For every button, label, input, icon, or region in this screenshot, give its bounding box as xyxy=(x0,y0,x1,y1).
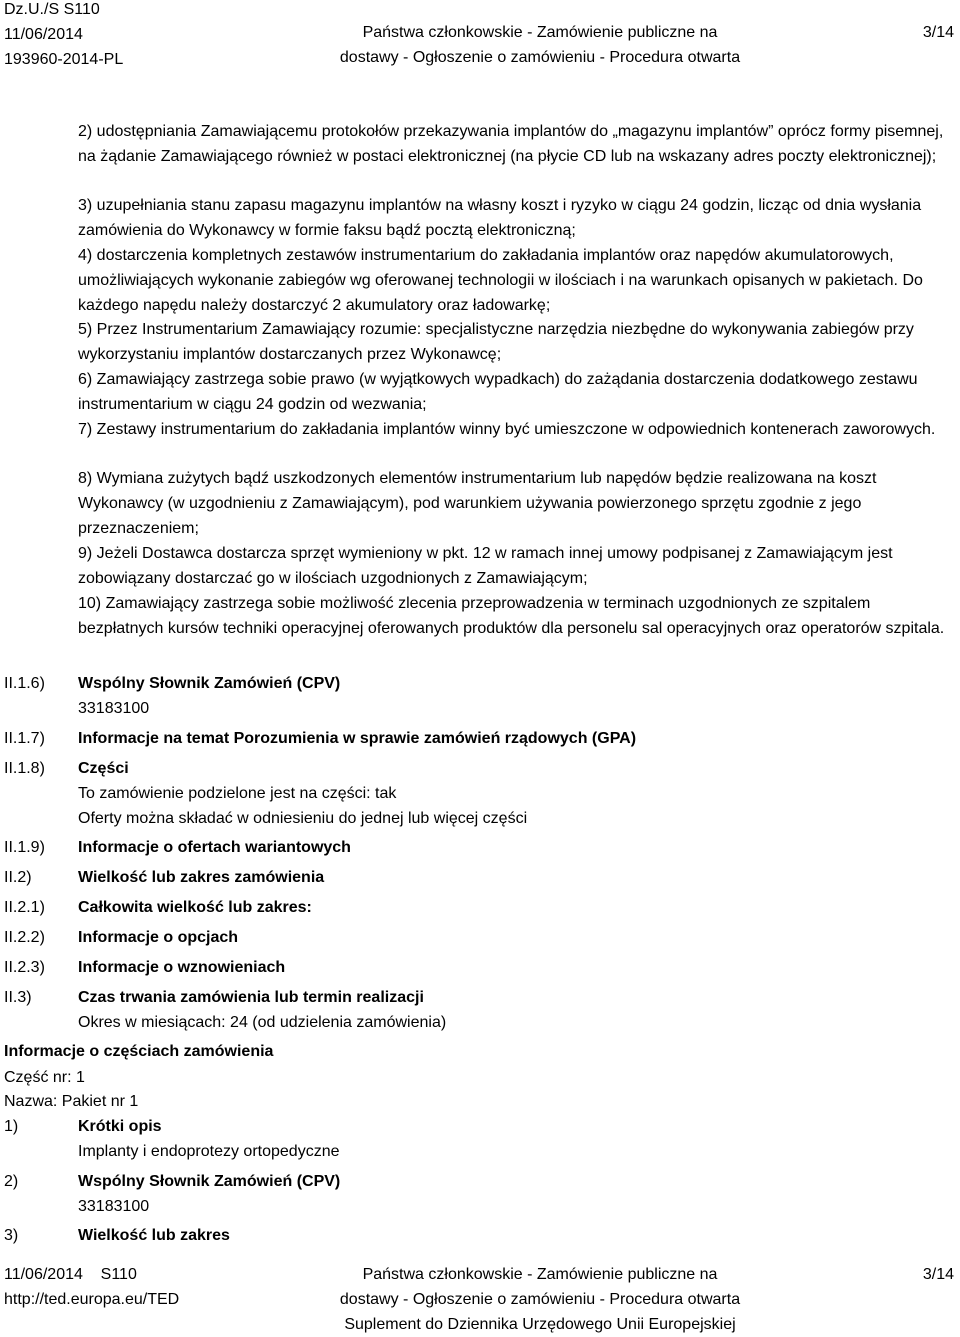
section-parts xyxy=(78,757,958,831)
section-variants xyxy=(78,836,958,861)
lot-item-number: 1) xyxy=(4,1118,19,1135)
section-title: Wielkość lub zakres zamówienia xyxy=(78,869,325,886)
section-line: 33183100 xyxy=(78,699,150,717)
lot-item-number: 3) xyxy=(4,1227,19,1244)
body-paragraph-6: 6) Zamawiający zastrzega sobie prawo (w wyjątkowych wypadkach) do zażądania dostarczenia dodatkowego zestawu instrumentarium w ciągu 24 godzin od wezwania; xyxy=(78,371,918,413)
section-number: II.1.9) xyxy=(4,839,45,856)
section-duration xyxy=(78,986,958,1036)
header-title-line-1: Państwa członkowskie - Zamówienie publiczne na xyxy=(362,24,718,41)
footer-title-line-2: dostawy - Ogłoszenie o zamówieniu - Procedura otwarta xyxy=(339,1290,741,1308)
section-line: Oferty można składać w odniesieniu do jednej lub więcej części xyxy=(78,809,528,827)
page-footer xyxy=(0,1263,960,1334)
footer-left xyxy=(4,1263,179,1313)
lots-heading: Informacje o częściach zamówienia xyxy=(4,1043,274,1060)
lot-item-line: 33183100 xyxy=(78,1197,150,1215)
section-cpv xyxy=(78,672,958,722)
section-title: Całkowita wielkość lub zakres: xyxy=(78,899,312,916)
body-paragraph-7: 7) Zestawy instrumentarium do zakładania implantów winny być umieszczone w odpowiednich kontenerach zaworowych. xyxy=(78,421,936,438)
section-scope xyxy=(78,866,958,891)
header-title-line-2: dostawy - Ogłoszenie o zamówieniu - Procedura otwarta xyxy=(339,48,741,66)
section-number: II.2.3) xyxy=(4,959,45,976)
body-paragraph-3: 3) uzupełniania stanu zapasu magazynu implantów na własny koszt i ryzyko w ciągu 24 godzin, licząc od dnia wysłania zamówienia do Wykonawcy w formie faksu bądź pocztą elektroniczną; xyxy=(78,197,922,239)
journal-ref: Dz.U./S S110 xyxy=(4,1,100,18)
footer-title-line-3: Suplement do Dziennika Urzędowego Unii Europejskiej xyxy=(344,1315,736,1333)
lot-short-description xyxy=(78,1115,958,1165)
section-line: Okres w miesiącach: 24 (od udzielenia zamówienia) xyxy=(78,1013,447,1031)
header-date: 11/06/2014 xyxy=(4,25,83,43)
section-title: Informacje o opcjach xyxy=(78,929,239,946)
footer-center xyxy=(310,1263,770,1337)
lot-item-title: Krótki opis xyxy=(78,1118,162,1135)
section-title: Informacje o wznowieniach xyxy=(78,959,286,976)
footer-date-issue: 11/06/2014 S110 xyxy=(4,1266,137,1283)
section-title: Informacje na temat Porozumienia w sprawie zamówień rządowych (GPA) xyxy=(78,730,637,747)
body-paragraph-2: 2) udostępniania Zamawiającemu protokołów przekazywania implantów do „magazynu implantów” oprócz formy pisemnej, na żądanie Zamawiającego również w postaci elektronicznej (na płycie CD lub na wskazany adres poczty elektronicznej); xyxy=(78,123,944,165)
lot-scope xyxy=(78,1224,958,1249)
section-number: II.2.2) xyxy=(4,929,45,946)
lot-item-title: Wspólny Słownik Zamówień (CPV) xyxy=(78,1173,341,1190)
lot-item-title: Wielkość lub zakres xyxy=(78,1227,230,1244)
footer-page-number: 3/14 xyxy=(922,1266,954,1283)
section-total-scope xyxy=(78,896,958,921)
section-number: II.2.1) xyxy=(4,899,45,916)
section-number: II.2) xyxy=(4,869,32,886)
section-number: II.1.7) xyxy=(4,730,45,747)
section-title: Informacje o ofertach wariantowych xyxy=(78,839,351,856)
lot-name: Nazwa: Pakiet nr 1 xyxy=(4,1093,139,1110)
section-number: II.1.6) xyxy=(4,675,45,692)
header-page-number: 3/14 xyxy=(922,24,954,41)
section-renewals xyxy=(78,956,958,981)
body-paragraph-9: 9) Jeżeli Dostawca dostarcza sprzęt wymieniony w pkt. 12 w ramach innej umowy podpisanej z Zamawiającym jest zobowiązany dostarczać go w ilościach uzgodnionych z Zamawiającym; xyxy=(78,545,893,587)
section-title: Wspólny Słownik Zamówień (CPV) xyxy=(78,675,341,692)
section-number: II.3) xyxy=(4,989,32,1006)
footer-url: http://ted.europa.eu/TED xyxy=(4,1290,180,1308)
section-line: To zamówienie podzielone jest na części: tak xyxy=(78,784,397,802)
section-title: Czas trwania zamówienia lub termin realizacji xyxy=(78,989,424,1006)
lot-cpv xyxy=(78,1170,958,1220)
lot-part-number: Część nr: 1 xyxy=(4,1069,85,1086)
body-paragraph-10: 10) Zamawiający zastrzega sobie możliwość zlecenia przeprowadzenia w terminach uzgodnionych ze szpitalem bezpłatnych kursów techniki operacyjnej oferowanych produktów dla personelu sal operacyjnych oraz operatorów szpitala. xyxy=(78,595,945,637)
body-paragraph-4: 4) dostarczenia kompletnych zestawów instrumentarium do zakładania implantów oraz napędów akumulatorowych, umożliwiających wykonanie zabiegów wg oferowanej technologii w ilościach i na warunkach opisanych w pakietach. Do każdego napędu należy dostarczyć 2 akumulatory oraz ładowarkę; xyxy=(78,247,923,314)
lot-item-number: 2) xyxy=(4,1173,19,1190)
section-options xyxy=(78,926,958,951)
lot-item-line: Implanty i endoprotezy ortopedyczne xyxy=(78,1142,340,1160)
footer-title-line-1: Państwa członkowskie - Zamówienie publiczne na xyxy=(362,1266,718,1283)
section-gpa xyxy=(78,727,958,752)
section-number: II.1.8) xyxy=(4,760,45,777)
header-center xyxy=(330,21,750,71)
page-header xyxy=(0,0,960,72)
body-paragraph-5: 5) Przez Instrumentarium Zamawiający rozumie: specjalistyczne narzędzia niezbędne do wykonywania zabiegów przy wykorzystaniu implantów dostarczanych przez Wykonawcę; xyxy=(78,321,914,363)
notice-id: 193960-2014-PL xyxy=(4,50,124,68)
section-title: Części xyxy=(78,760,129,777)
body-paragraph-8: 8) Wymiana zużytych bądź uszkodzonych elementów instrumentarium lub napędów będzie realizowana na koszt Wykonawcy (w uzgodnieniu z Zamawiającym), pod warunkiem używania powierzonego sprzętu zgodnie z jego przeznaczeniem; xyxy=(78,470,877,537)
header-left xyxy=(4,0,123,72)
